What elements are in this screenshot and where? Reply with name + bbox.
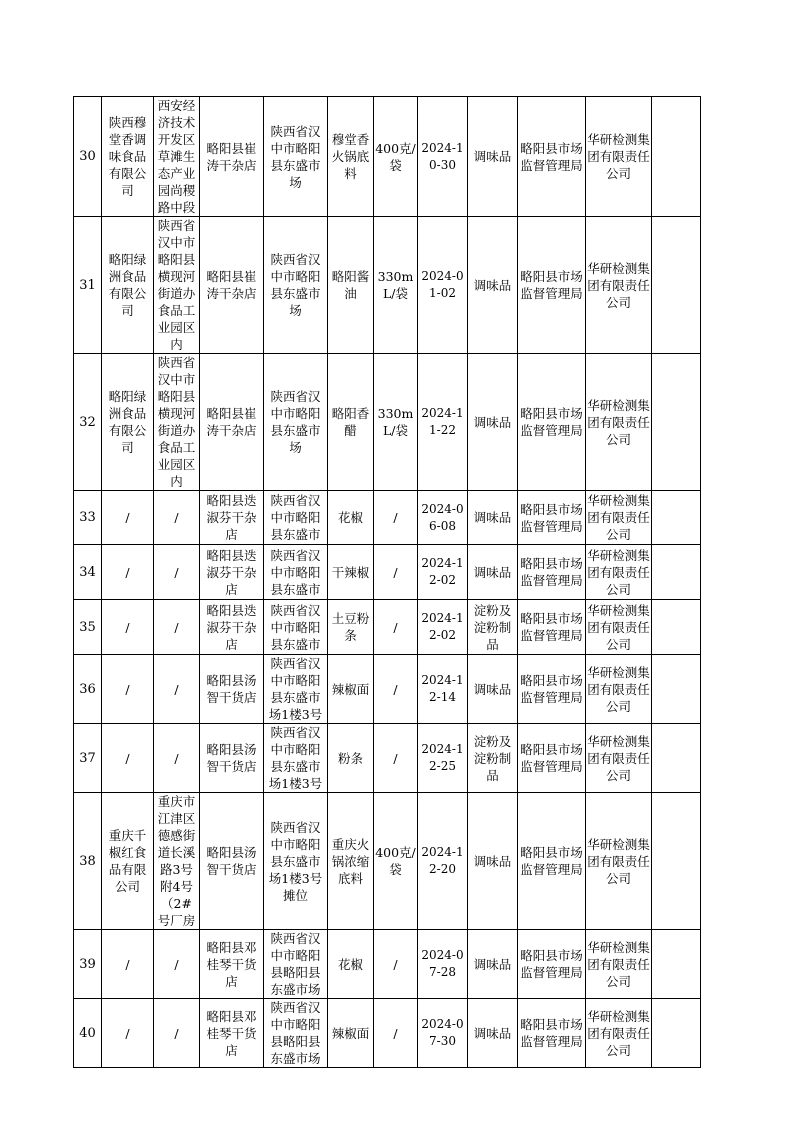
table-row bbox=[74, 217, 701, 354]
product-name-cell: 花椒 bbox=[328, 930, 374, 999]
seller-name-cell: 略阳县邓桂琴干货店 bbox=[200, 930, 264, 999]
seller-address-cell: 陕西省汉中市略阳县东盛市场 bbox=[264, 354, 328, 491]
food-category-cell: 调味品 bbox=[468, 999, 518, 1068]
food-category-cell: 调味品 bbox=[468, 354, 518, 491]
testing-lab-cell: 华研检测集团有限责任公司 bbox=[586, 217, 652, 354]
seller-address-cell: 陕西省汉中市略阳县东盛市场1楼3号 bbox=[264, 724, 328, 793]
supervising-agency-cell: 略阳县市场监督管理局 bbox=[518, 999, 586, 1068]
row-number-cell: 39 bbox=[74, 930, 102, 999]
row-number-cell: 38 bbox=[74, 793, 102, 930]
producer-address-cell: 陕西省汉中市略阳县横现河街道办食品工业园区内 bbox=[154, 354, 200, 491]
producer-address-cell: / bbox=[154, 999, 200, 1068]
product-name-cell: 土豆粉条 bbox=[328, 600, 374, 655]
supervising-agency-cell: 略阳县市场监督管理局 bbox=[518, 793, 586, 930]
table-row bbox=[74, 97, 701, 217]
producer-address-cell: 西安经济技术开发区草滩生态产业园尚稷路中段 bbox=[154, 97, 200, 217]
food-category-cell: 调味品 bbox=[468, 655, 518, 724]
producer-name-cell: 略阳绿洲食品有限公司 bbox=[102, 217, 154, 354]
remarks-cell bbox=[652, 97, 701, 217]
remarks-cell bbox=[652, 600, 701, 655]
row-number-cell: 31 bbox=[74, 217, 102, 354]
producer-address-cell: / bbox=[154, 930, 200, 999]
testing-lab-cell: 华研检测集团有限责任公司 bbox=[586, 793, 652, 930]
seller-name-cell: 略阳县崔涛干杂店 bbox=[200, 97, 264, 217]
producer-address-cell: / bbox=[154, 724, 200, 793]
product-name-cell: 辣椒面 bbox=[328, 999, 374, 1068]
remarks-cell bbox=[652, 793, 701, 930]
supervising-agency-cell: 略阳县市场监督管理局 bbox=[518, 600, 586, 655]
production-date-cell: 2024-07-28 bbox=[418, 930, 468, 999]
food-category-cell: 调味品 bbox=[468, 97, 518, 217]
row-number-cell: 35 bbox=[74, 600, 102, 655]
table-row bbox=[74, 655, 701, 724]
row-number-cell: 34 bbox=[74, 545, 102, 600]
specification-cell: / bbox=[374, 999, 418, 1068]
producer-name-cell: / bbox=[102, 545, 154, 600]
testing-lab-cell: 华研检测集团有限责任公司 bbox=[586, 724, 652, 793]
testing-lab-cell: 华研检测集团有限责任公司 bbox=[586, 354, 652, 491]
remarks-cell bbox=[652, 724, 701, 793]
seller-address-cell: 陕西省汉中市略阳县东盛市场1楼3号摊位 bbox=[264, 793, 328, 930]
row-number-cell: 33 bbox=[74, 491, 102, 545]
seller-address-cell: 陕西省汉中市略阳县东盛市场 bbox=[264, 217, 328, 354]
table-row bbox=[74, 930, 701, 999]
supervising-agency-cell: 略阳县市场监督管理局 bbox=[518, 97, 586, 217]
production-date-cell: 2024-11-22 bbox=[418, 354, 468, 491]
supervising-agency-cell: 略阳县市场监督管理局 bbox=[518, 655, 586, 724]
production-date-cell: 2024-12-14 bbox=[418, 655, 468, 724]
production-date-cell: 2024-12-20 bbox=[418, 793, 468, 930]
remarks-cell bbox=[652, 354, 701, 491]
producer-name-cell: 重庆千椒红食品有限公司 bbox=[102, 793, 154, 930]
table-row bbox=[74, 724, 701, 793]
product-name-cell: 辣椒面 bbox=[328, 655, 374, 724]
remarks-cell bbox=[652, 545, 701, 600]
seller-address-cell: 陕西省汉中市略阳县略阳县东盛市场 bbox=[264, 999, 328, 1068]
supervising-agency-cell: 略阳县市场监督管理局 bbox=[518, 545, 586, 600]
producer-name-cell: / bbox=[102, 600, 154, 655]
testing-lab-cell: 华研检测集团有限责任公司 bbox=[586, 655, 652, 724]
food-category-cell: 调味品 bbox=[468, 491, 518, 545]
seller-name-cell: 略阳县汤智干货店 bbox=[200, 655, 264, 724]
seller-name-cell: 略阳县迭淑芬干杂店 bbox=[200, 600, 264, 655]
producer-address-cell: / bbox=[154, 545, 200, 600]
producer-name-cell: / bbox=[102, 724, 154, 793]
row-number-cell: 37 bbox=[74, 724, 102, 793]
specification-cell: / bbox=[374, 600, 418, 655]
testing-lab-cell: 华研检测集团有限责任公司 bbox=[586, 999, 652, 1068]
supervising-agency-cell: 略阳县市场监督管理局 bbox=[518, 491, 586, 545]
remarks-cell bbox=[652, 217, 701, 354]
supervising-agency-cell: 略阳县市场监督管理局 bbox=[518, 217, 586, 354]
product-name-cell: 重庆火锅浓缩底料 bbox=[328, 793, 374, 930]
specification-cell: / bbox=[374, 724, 418, 793]
seller-name-cell: 略阳县汤智干货店 bbox=[200, 793, 264, 930]
food-category-cell: 调味品 bbox=[468, 545, 518, 600]
product-name-cell: 粉条 bbox=[328, 724, 374, 793]
remarks-cell bbox=[652, 655, 701, 724]
product-name-cell: 略阳香醋 bbox=[328, 354, 374, 491]
producer-address-cell: / bbox=[154, 655, 200, 724]
food-category-cell: 淀粉及淀粉制品 bbox=[468, 600, 518, 655]
table-row bbox=[74, 354, 701, 491]
table-row bbox=[74, 793, 701, 930]
seller-address-cell: 陕西省汉中市略阳县东盛市 bbox=[264, 491, 328, 545]
table-body bbox=[74, 97, 701, 1068]
remarks-cell bbox=[652, 999, 701, 1068]
producer-name-cell: / bbox=[102, 930, 154, 999]
producer-name-cell: / bbox=[102, 999, 154, 1068]
seller-name-cell: 略阳县迭淑芬干杂店 bbox=[200, 545, 264, 600]
specification-cell: / bbox=[374, 545, 418, 600]
supervising-agency-cell: 略阳县市场监督管理局 bbox=[518, 930, 586, 999]
seller-name-cell: 略阳县汤智干货店 bbox=[200, 724, 264, 793]
table-row bbox=[74, 491, 701, 545]
seller-address-cell: 陕西省汉中市略阳县略阳县东盛市场 bbox=[264, 930, 328, 999]
producer-address-cell: / bbox=[154, 600, 200, 655]
production-date-cell: 2024-06-08 bbox=[418, 491, 468, 545]
product-name-cell: 穆堂香火锅底料 bbox=[328, 97, 374, 217]
row-number-cell: 40 bbox=[74, 999, 102, 1068]
production-date-cell: 2024-07-30 bbox=[418, 999, 468, 1068]
food-category-cell: 调味品 bbox=[468, 217, 518, 354]
remarks-cell bbox=[652, 491, 701, 545]
producer-name-cell: / bbox=[102, 491, 154, 545]
production-date-cell: 2024-12-02 bbox=[418, 600, 468, 655]
product-name-cell: 花椒 bbox=[328, 491, 374, 545]
table-row bbox=[74, 999, 701, 1068]
producer-name-cell: 陕西穆堂香调味食品有限公司 bbox=[102, 97, 154, 217]
remarks-cell bbox=[652, 930, 701, 999]
seller-address-cell: 陕西省汉中市略阳县东盛市 bbox=[264, 545, 328, 600]
row-number-cell: 32 bbox=[74, 354, 102, 491]
testing-lab-cell: 华研检测集团有限责任公司 bbox=[586, 491, 652, 545]
producer-name-cell: 略阳绿洲食品有限公司 bbox=[102, 354, 154, 491]
producer-name-cell: / bbox=[102, 655, 154, 724]
producer-address-cell: 重庆市江津区德感街道长溪路3号附4号（2#号厂房 bbox=[154, 793, 200, 930]
seller-address-cell: 陕西省汉中市略阳县东盛市场 bbox=[264, 97, 328, 217]
specification-cell: 400克/袋 bbox=[374, 97, 418, 217]
testing-lab-cell: 华研检测集团有限责任公司 bbox=[586, 545, 652, 600]
food-category-cell: 调味品 bbox=[468, 930, 518, 999]
seller-address-cell: 陕西省汉中市略阳县东盛市 bbox=[264, 600, 328, 655]
production-date-cell: 2024-12-25 bbox=[418, 724, 468, 793]
food-category-cell: 调味品 bbox=[468, 793, 518, 930]
supervising-agency-cell: 略阳县市场监督管理局 bbox=[518, 354, 586, 491]
production-date-cell: 2024-01-02 bbox=[418, 217, 468, 354]
seller-name-cell: 略阳县崔涛干杂店 bbox=[200, 354, 264, 491]
testing-lab-cell: 华研检测集团有限责任公司 bbox=[586, 97, 652, 217]
specification-cell: 400克/袋 bbox=[374, 793, 418, 930]
seller-name-cell: 略阳县崔涛干杂店 bbox=[200, 217, 264, 354]
specification-cell: / bbox=[374, 491, 418, 545]
supervising-agency-cell: 略阳县市场监督管理局 bbox=[518, 724, 586, 793]
seller-name-cell: 略阳县邓桂琴干货店 bbox=[200, 999, 264, 1068]
row-number-cell: 36 bbox=[74, 655, 102, 724]
food-category-cell: 淀粉及淀粉制品 bbox=[468, 724, 518, 793]
specification-cell: 330mL/袋 bbox=[374, 354, 418, 491]
testing-lab-cell: 华研检测集团有限责任公司 bbox=[586, 600, 652, 655]
specification-cell: / bbox=[374, 930, 418, 999]
specification-cell: 330mL/袋 bbox=[374, 217, 418, 354]
seller-name-cell: 略阳县迭淑芬干杂店 bbox=[200, 491, 264, 545]
testing-lab-cell: 华研检测集团有限责任公司 bbox=[586, 930, 652, 999]
sampling-results-table bbox=[73, 96, 701, 1068]
producer-address-cell: / bbox=[154, 491, 200, 545]
row-number-cell: 30 bbox=[74, 97, 102, 217]
production-date-cell: 2024-10-30 bbox=[418, 97, 468, 217]
product-name-cell: 干辣椒 bbox=[328, 545, 374, 600]
table-row bbox=[74, 600, 701, 655]
production-date-cell: 2024-12-02 bbox=[418, 545, 468, 600]
table-row bbox=[74, 545, 701, 600]
seller-address-cell: 陕西省汉中市略阳县东盛市场1楼3号 bbox=[264, 655, 328, 724]
producer-address-cell: 陕西省汉中市略阳县横现河街道办食品工业园区内 bbox=[154, 217, 200, 354]
product-name-cell: 略阳酱油 bbox=[328, 217, 374, 354]
specification-cell: / bbox=[374, 655, 418, 724]
